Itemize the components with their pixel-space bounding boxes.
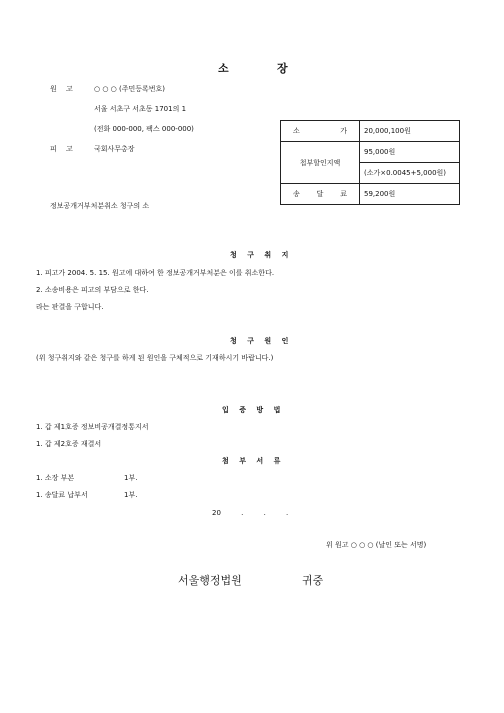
- date-line: 20 . . .: [212, 509, 289, 517]
- plaintiff-label-a: 원: [50, 85, 57, 93]
- fee-formula: (소가×0.0045+5,000원): [364, 169, 447, 177]
- fee-value: 95,000원: [360, 142, 459, 163]
- claim-purpose-heading: 청 구 취 지: [230, 251, 293, 259]
- fee-label: 첩부할인지액: [281, 142, 360, 184]
- claim-cause-text: (위 청구취지와 같은 청구를 하게 된 원인을 구체적으로 기재하시기 바랍니다.): [36, 354, 274, 362]
- attachment-name: 1. 소장 부본: [36, 474, 75, 482]
- attachment-count: 1부.: [124, 491, 138, 499]
- case-name: 정보공개거부처분취소 청구의 소: [50, 202, 150, 210]
- signature-line: 위 원고 ○ ○ ○ (날인 또는 서명): [326, 541, 427, 549]
- fee-label: [281, 184, 360, 205]
- fee-label-char: 가: [340, 127, 347, 135]
- claim-cause-heading: 청 구 원 인: [230, 337, 293, 345]
- document-title-left: 소: [218, 62, 229, 75]
- fee-row-stamp: [281, 142, 460, 184]
- evidence-heading: 입 증 방 법: [222, 406, 285, 414]
- plaintiff-address: 서울 서초구 서초동 1701의 1: [94, 105, 187, 113]
- court-name: 서울행정법원: [178, 574, 242, 587]
- fee-row-claim-value: [281, 121, 460, 142]
- evidence-item: 1. 갑 제2호증 재결서: [36, 440, 102, 448]
- attachment-name: 1. 송달료 납부서: [36, 491, 88, 499]
- fee-row-service: [281, 184, 460, 205]
- fee-label-char: 송: [293, 190, 300, 198]
- plaintiff-contact: (전화 000-000, 팩스 000-000): [94, 125, 194, 133]
- addressee: 귀중: [302, 574, 324, 587]
- claim-purpose-item: 2. 소송비용은 피고의 부담으로 한다.: [36, 286, 149, 294]
- defendant-label-b: 고: [66, 145, 73, 153]
- attachment-count: 1부.: [124, 474, 138, 482]
- document-title-right: 장: [277, 62, 288, 75]
- plaintiff-name: ○ ○ ○ (주민등록번호): [94, 85, 166, 93]
- fee-value: 20,000,100원: [360, 121, 460, 142]
- plaintiff-label-b: 고: [66, 85, 73, 93]
- attachments-heading: 첨 부 서 류: [222, 457, 285, 465]
- fee-label-char: 소: [293, 127, 300, 135]
- fee-label: [281, 121, 360, 142]
- fee-value-cell: [360, 142, 460, 184]
- fee-table: [280, 120, 460, 205]
- claim-purpose-closing: 라는 판결을 구합니다.: [36, 303, 104, 311]
- fee-label-char: 달: [316, 190, 324, 198]
- fee-label-char: 료: [340, 190, 347, 198]
- evidence-item: 1. 갑 제1호증 정보비공개결정통지서: [36, 423, 149, 431]
- claim-purpose-item: 1. 피고가 2004. 5. 15. 원고에 대하여 한 정보공개거부처분은 이를 취소한다.: [36, 269, 275, 277]
- fee-value: 59,200원: [360, 184, 460, 205]
- defendant-name: 국회사무총장: [94, 145, 135, 153]
- defendant-label-a: 피: [50, 145, 57, 153]
